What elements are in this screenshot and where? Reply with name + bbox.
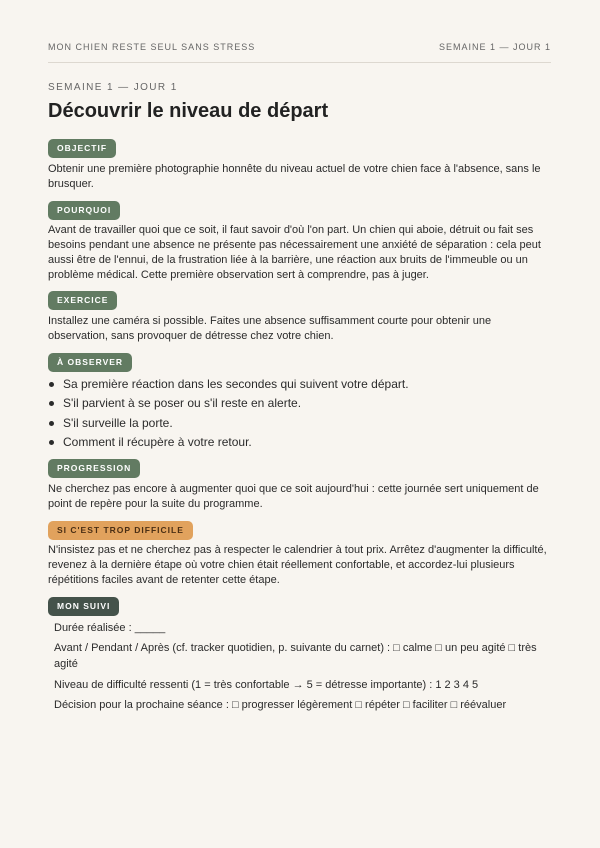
running-header bbox=[48, 42, 551, 63]
page-title: Découvrir le niveau de départ bbox=[48, 100, 329, 122]
page-kicker: SEMAINE 1 — JOUR 1 bbox=[48, 82, 178, 93]
progression-badge: PROGRESSION bbox=[48, 459, 140, 478]
exercice-text: Installez une caméra si possible. Faites une absence suffisamment courte pour obtenir une observation, sans provoquer de détresse chez votre chien. bbox=[48, 315, 492, 342]
session-reference: SEMAINE 1 — JOUR 1 bbox=[438, 42, 551, 52]
exercice-badge: EXERCICE bbox=[48, 291, 117, 310]
list-item: Sa première réaction dans les secondes qui suivent votre départ. bbox=[48, 375, 409, 394]
suivi-badge: MON SUIVI bbox=[48, 597, 119, 616]
document-title: MON CHIEN RESTE SEUL SANS STRESS bbox=[48, 42, 256, 52]
observation-list bbox=[48, 375, 409, 452]
difficulty-warning-badge: SI C'EST TROP DIFFICILE bbox=[48, 521, 193, 540]
suivi-decision-checklist[interactable]: Décision pour la prochaine séance : □ progresser légèrement □ répéter □ faciliter □ réévaluer bbox=[54, 699, 507, 711]
pourquoi-text: Avant de travailler quoi que ce soit, il faut savoir d'où l'on part. Un chien qui aboie, détruit ou fait ses besoins pendant une absence ne présente pas nécessairement une anxiété de séparation : cela peut aussi être de l'ennui, de la frustration liée à la barrière, une réaction aux bruits de l'immeuble ou un problème médical. Cette première observation sert à comprendre, pas à juger. bbox=[48, 224, 541, 281]
objectif-text: Obtenir une première photographie honnête du niveau actuel de votre chien face à l'absence, sans le brusquer. bbox=[48, 163, 541, 190]
pourquoi-badge: POURQUOI bbox=[48, 201, 120, 220]
list-item: S'il parvient à se poser ou s'il reste en alerte. bbox=[48, 394, 409, 413]
progression-text: Ne cherchez pas encore à augmenter quoi que ce soit aujourd'hui : cette journée sert uniquement de point de repère pour la suite du programme. bbox=[48, 483, 539, 510]
observer-badge: À OBSERVER bbox=[48, 353, 132, 372]
objectif-badge: OBJECTIF bbox=[48, 139, 116, 158]
suivi-etat-checklist[interactable]: Avant / Pendant / Après (cf. tracker quotidien, p. suivante du carnet) : □ calme □ un peu agité □ très agité bbox=[54, 642, 537, 670]
list-item: Comment il récupère à votre retour. bbox=[48, 433, 409, 452]
suivi-niveau-scale[interactable]: Niveau de difficulté ressenti (1 = très confortable → 5 = détresse importante) : 1 2 3 4 5 bbox=[54, 679, 479, 691]
list-item: S'il surveille la porte. bbox=[48, 414, 409, 433]
suivi-duree-field[interactable]: Durée réalisée : _____ bbox=[54, 622, 166, 634]
difficulty-text: N'insistez pas et ne cherchez pas à respecter le calendrier à tout prix. Arrêtez d'augmenter la difficulté, revenez à la dernière étape où votre chien était réellement confortable, et accordez-lui plusieurs répétitions faciles avant de retenter cette étape. bbox=[48, 544, 547, 586]
